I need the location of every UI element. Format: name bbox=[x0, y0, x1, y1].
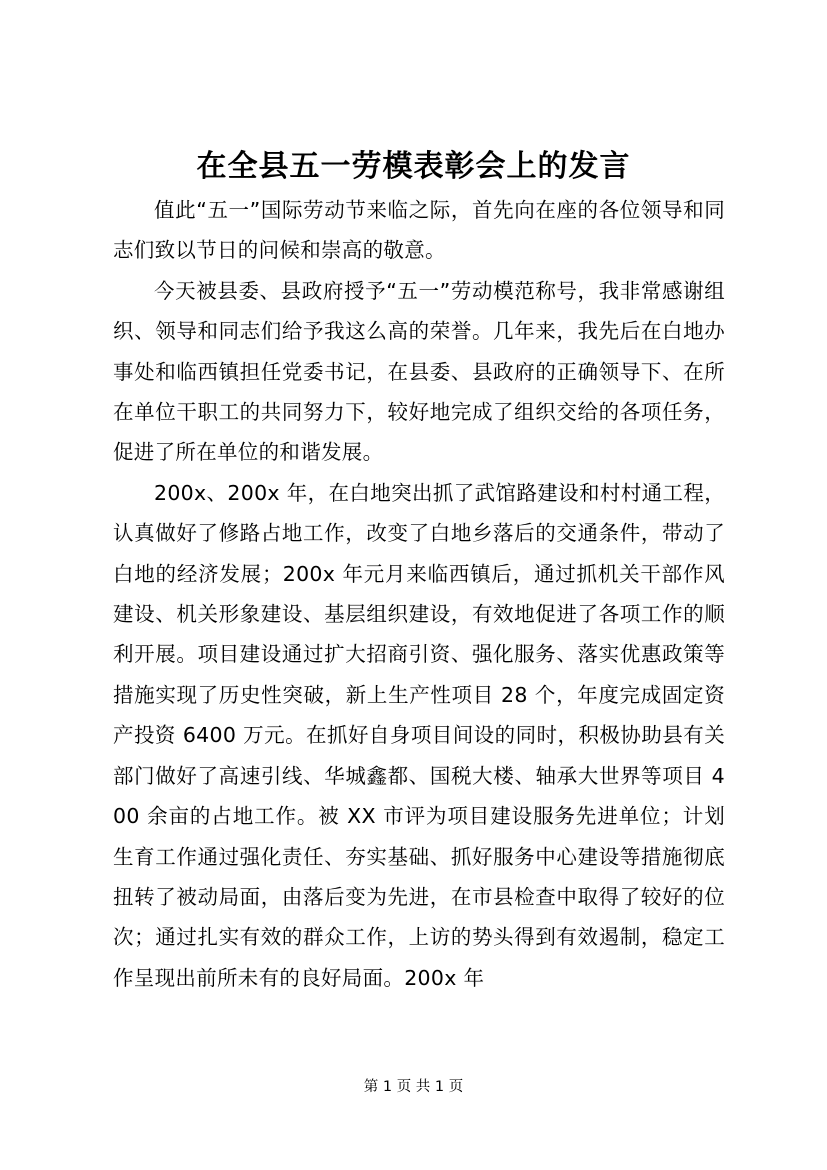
paragraph-achievements: 200x、200x 年，在白地突出抓了武馆路建设和村村通工程，认真做好了修路占地工作，改变了白地乡落后的交通条件，带动了白地的经济发展；200x 年元月来临西镇后，通过抓机关干部作风建设、机关形象建设、基层组织建设，有效地促进了各项工作的顺利开展。项目建设通过扩大招商引资、强化服务、落实优惠政策等措施实现了历史性突破，新上生产性项目 28 个，年度完成固定资产投资 6400 万元。在抓好自身项目间设的同时，积极协助县有关部门做好了高速引线、华城鑫都、国税大楼、轴承大世界等项目 400 余亩的占地工作。被 XX 市评为项目建设服务先进单位；计划生育工作通过强化责任、夯实基础、抓好服务中心建设等措施彻底扭转了被动局面，由落后变为先进，在市县检查中取得了较好的位次；通过扎实有效的群众工作，上访的势头得到有效遏制，稳定工作呈现出前所未有的良好局面。200x 年 bbox=[113, 480, 725, 990]
page-footer: 第 1 页 共 1 页 bbox=[363, 1079, 464, 1095]
document-body bbox=[113, 190, 725, 998]
paragraph-greeting: 值此“五一”国际劳动节来临之际，首先向在座的各位领导和同志们致以节日的问候和崇高的敬意。 bbox=[113, 198, 725, 263]
document-title: 在全县五一劳模表彰会上的发言 bbox=[196, 149, 631, 184]
paragraph-honor: 今天被县委、县政府授予“五一”劳动模范称号，我非常感谢组织、领导和同志们给予我这么高的荣誉。几年来，我先后在白地办事处和临西镇担任党委书记，在县委、县政府的正确领导下、在所在单位干职工的共同努力下，较好地完成了组织交给的各项任务，促进了所在单位的和谐发展。 bbox=[113, 278, 725, 465]
